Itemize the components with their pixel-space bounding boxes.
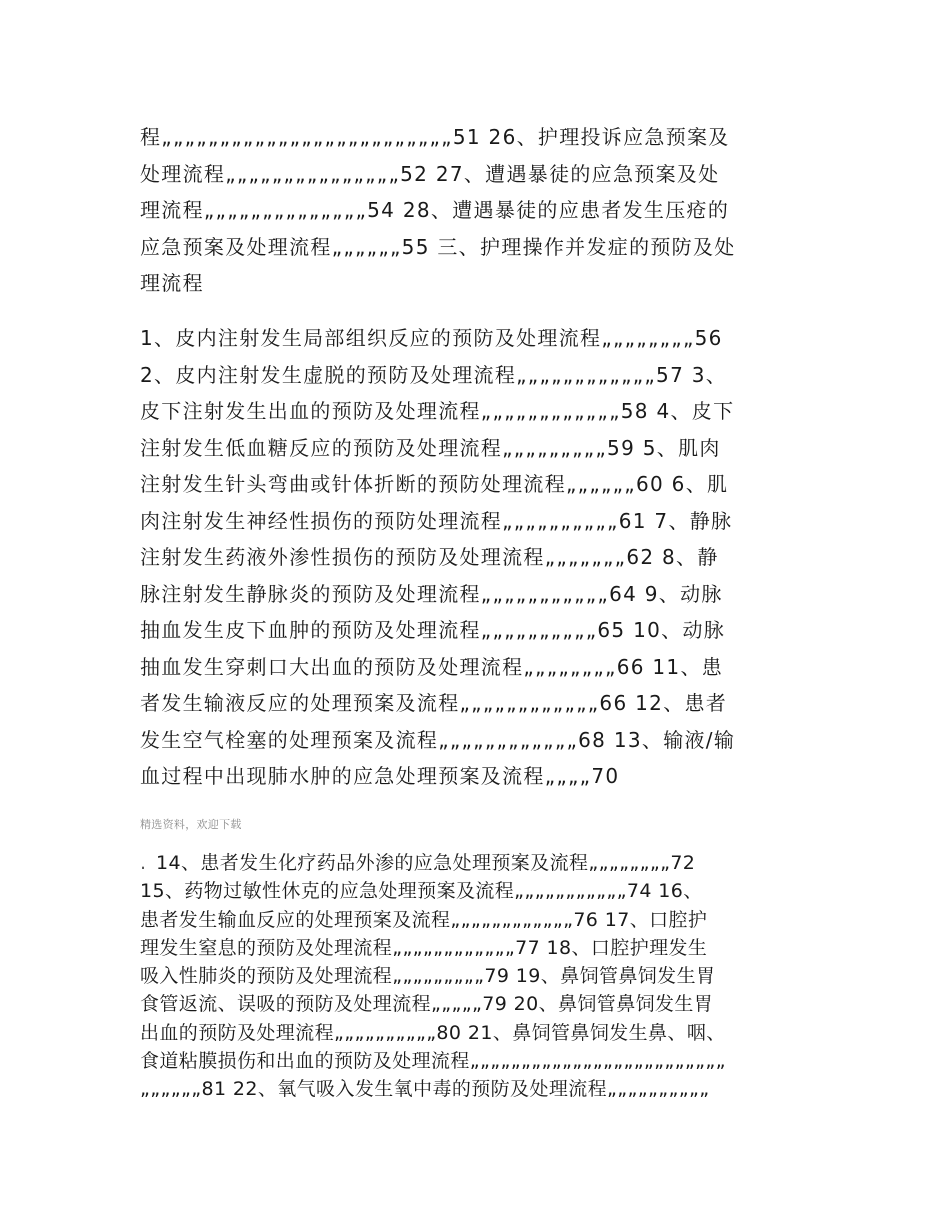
toc-line: 皮下注射发生出血的预防及处理流程„„„„„„„„„„„„58 4、皮下: [140, 399, 735, 423]
toc-line: 理发生窒息的预防及处理流程„„„„„„„„„„„„77 18、口腔护理发生: [140, 936, 708, 959]
toc-line: 15、药物过敏性休克的应急处理预案及流程„„„„„„„„„„„74 16、: [140, 880, 703, 903]
toc-line: 吸入性肺炎的预防及处理流程„„„„„„„„„79 19、鼻饲管鼻饲发生胃: [140, 965, 716, 988]
leading-dot: .: [140, 852, 147, 874]
toc-line: 脉注射发生静脉炎的预防及处理流程„„„„„„„„„„„64 9、动脉: [140, 581, 723, 606]
toc-line: 程„„„„„„„„„„„„„„„„„„„„„„„„„51 26、护理投诉应急预案及: [140, 125, 730, 149]
toc-line: 食管返流、误吸的预防及处理流程„„„„„79 20、鼻饲管鼻饲发生胃: [140, 993, 714, 1016]
toc-block-2: [140, 320, 812, 795]
toc-line: 者发生输液反应的处理预案及流程„„„„„„„„„„„„66 12、患者: [140, 691, 728, 715]
toc-line-text: 14、患者发生化疗药品外渗的应急处理预案及流程„„„„„„„„72: [156, 852, 696, 874]
toc-line: 发生空气栓塞的处理预案及流程„„„„„„„„„„„„68 13、输液/输: [140, 727, 736, 752]
toc-line: [140, 849, 812, 877]
toc-line: 处理流程„„„„„„„„„„„„„„„52 27、遭遇暴徒的应急预案及处: [140, 161, 720, 186]
toc-line: 注射发生低血糖反应的预防及处理流程„„„„„„„„„59 5、肌肉: [140, 435, 721, 460]
toc-line: 肉注射发生神经性损伤的预防处理流程„„„„„„„„„„61 7、静脉: [140, 508, 733, 533]
toc-line: 注射发生针头弯曲或针体折断的预防处理流程„„„„„„60 6、肌: [140, 472, 729, 496]
toc-block-1: [140, 119, 812, 302]
toc-line: 1、皮内注射发生局部组织反应的预防及处理流程„„„„„„„„56: [140, 326, 723, 350]
toc-line: 理流程: [140, 271, 204, 295]
toc-block-3: [140, 849, 812, 1104]
toc-line: 注射发生药液外渗性损伤的预防及处理流程„„„„„„„62 8、静: [140, 545, 719, 569]
footer-note: 精选资料，欢迎下载: [140, 818, 242, 831]
toc-line: 应急预案及处理流程„„„„„„55 三、护理操作并发症的预防及处: [140, 234, 736, 259]
toc-line: 抽血发生穿刺口大出血的预防及处理流程„„„„„„„„66 11、患: [140, 654, 724, 679]
toc-line: „„„„„„81 22、氧气吸入发生氧中毒的预防及处理流程„„„„„„„„„„: [140, 1078, 710, 1101]
toc-line: 出血的预防及处理流程„„„„„„„„„„80 21、鼻饲管鼻饲发生鼻、咽、: [140, 1021, 726, 1044]
toc-line: 理流程„„„„„„„„„„„„„„54 28、遭遇暴徒的应患者发生压疮的: [140, 198, 730, 222]
toc-line: 患者发生输血反应的处理预案及流程„„„„„„„„„„„„76 17、口腔护: [140, 908, 708, 931]
toc-line: 食道粘膜损伤和出血的预防及处理流程„„„„„„„„„„„„„„„„„„„„„„„„„: [140, 1050, 726, 1073]
toc-line: 抽血发生皮下血肿的预防及处理流程„„„„„„„„„„65 10、动脉: [140, 618, 726, 642]
toc-line: 2、皮内注射发生虚脱的预防及处理流程„„„„„„„„„„„„57 3、: [140, 362, 728, 387]
toc-line: 血过程中出现肺水肿的应急处理预案及流程„„„„70: [140, 764, 620, 788]
